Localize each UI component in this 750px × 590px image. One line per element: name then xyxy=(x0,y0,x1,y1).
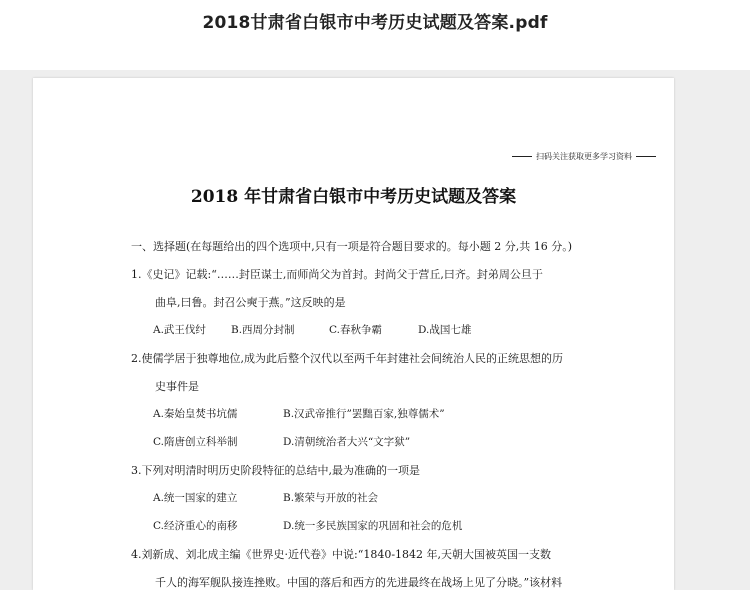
question-3-option-d: D.统一多民族国家的巩固和社会的危机 xyxy=(283,520,463,532)
question-1-option-c: C.春秋争霸 xyxy=(329,324,382,336)
question-2-option-c: C.隋唐创立科举制 xyxy=(153,436,238,448)
divider xyxy=(636,156,656,157)
question-1-option-a: A.武王伐纣 xyxy=(153,324,206,336)
question-3-line-1: 3.下列对明清时明历史阶段特征的总结中,最为准确的一项是 xyxy=(131,464,420,477)
section-heading: 一、选择题(在每题给出的四个选项中,只有一项是符合题目要求的。每小题 2 分,共 16 分。) xyxy=(131,240,573,253)
question-2-line-2: 史事件是 xyxy=(155,380,199,393)
pdf-page xyxy=(33,78,674,590)
viewer-header xyxy=(0,0,750,70)
question-1-option-d: D.战国七雄 xyxy=(418,324,472,336)
question-1-option-b: B.西周分封制 xyxy=(231,324,295,336)
question-1-line-1: 1.《史记》记载:“……封臣谋士,而师尚父为首封。封尚父于营丘,曰齐。封弟周公旦于 xyxy=(131,268,543,281)
question-2-line-1: 2.使儒学居于独尊地位,成为此后整个汉代以至两千年封建社会间统治人民的正统思想的历 xyxy=(131,352,563,365)
question-3-option-a: A.统一国家的建立 xyxy=(153,492,238,504)
promo-text: 扫码关注获取更多学习资料 xyxy=(536,152,632,161)
promo-banner xyxy=(512,151,656,162)
question-3-option-b: B.繁荣与开放的社会 xyxy=(283,492,379,504)
divider xyxy=(512,156,532,157)
question-4-line-1: 4.刘新成、刘北成主编《世界史·近代卷》中说:“1840-1842 年,天朝大国被英国一支数 xyxy=(131,548,552,561)
document-title: 2018 年甘肃省白银市中考历史试题及答案 xyxy=(190,187,517,207)
question-1-line-2: 曲阜,曰鲁。封召公奭于燕。”这反映的是 xyxy=(155,296,346,309)
file-title: 2018甘肃省白银市中考历史试题及答案.pdf xyxy=(202,13,548,33)
question-2-option-a: A.秦始皇焚书坑儒 xyxy=(153,408,238,420)
question-2-option-b: B.汉武帝推行”罢黜百家,独尊儒术” xyxy=(283,408,445,420)
question-3-option-c: C.经济重心的南移 xyxy=(153,520,238,532)
question-4-line-2: 千人的海军舰队接连挫败。中国的落后和西方的先进最终在战场上见了分晓。”该材料 xyxy=(155,576,563,589)
question-2-option-d: D.清朝统治者大兴“文字狱” xyxy=(283,436,411,448)
